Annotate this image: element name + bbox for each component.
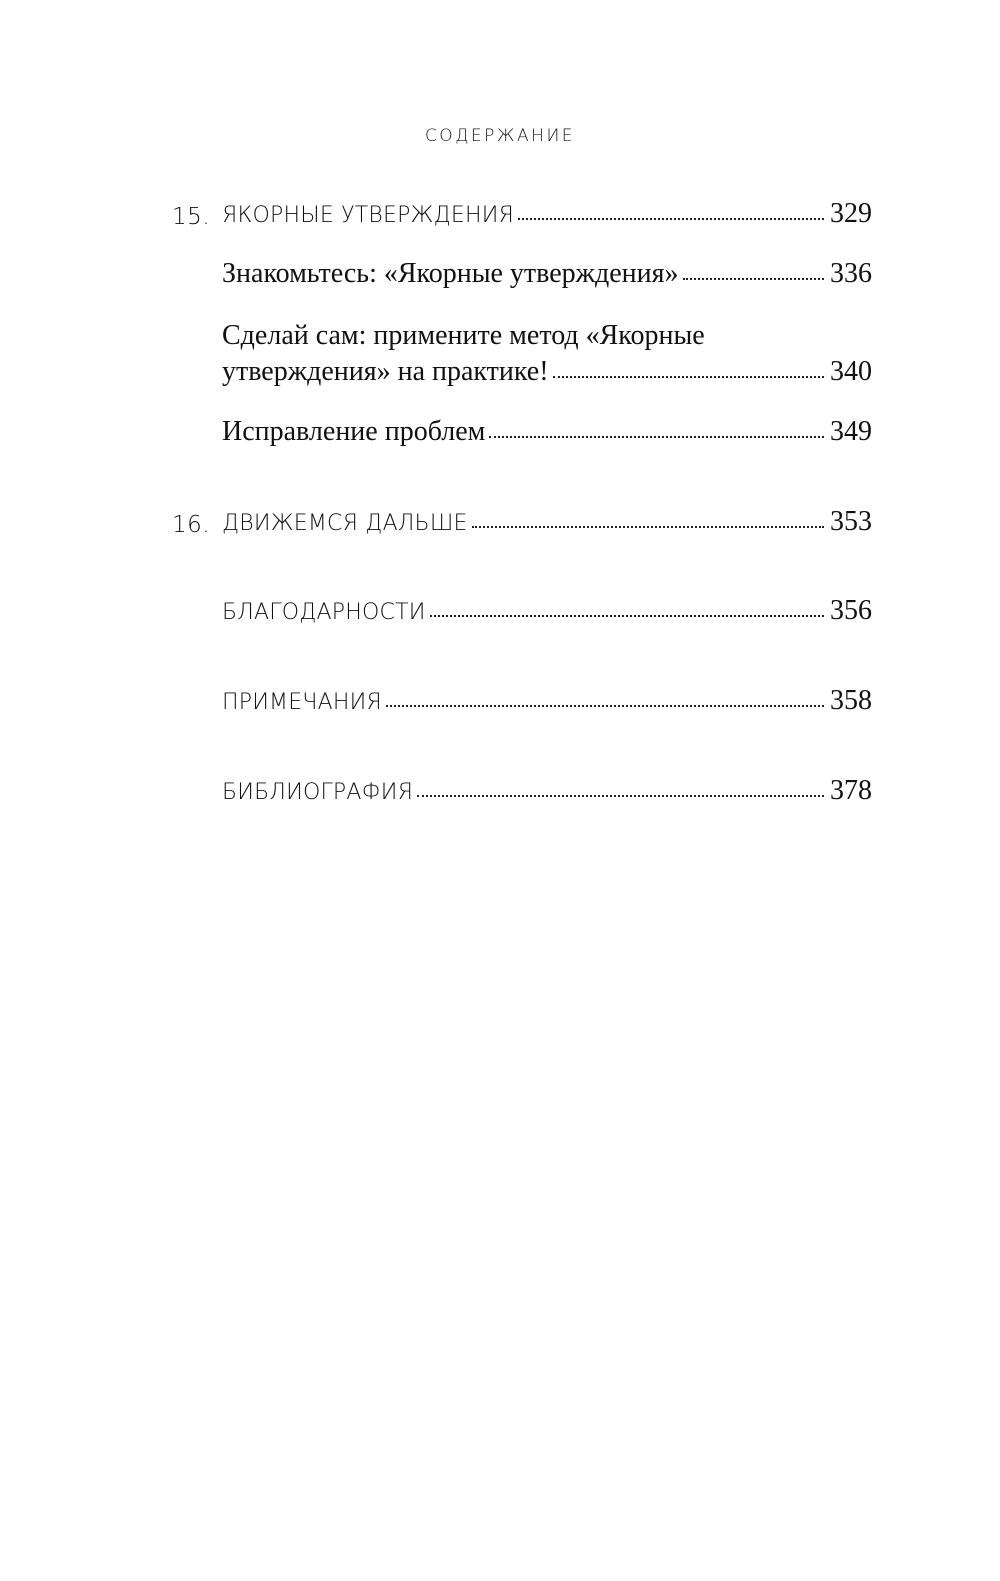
dot-leader: [417, 795, 824, 797]
dot-leader: [430, 615, 824, 617]
page-number: 358: [830, 685, 872, 716]
page-number: 349: [830, 416, 872, 447]
dot-leader: [553, 376, 824, 378]
dot-leader: [472, 526, 824, 528]
entry-title: БЛАГОДАРНОСТИ: [222, 600, 426, 625]
dot-leader: [518, 218, 824, 220]
toc-entry-sdelai-sam[interactable]: [0, 316, 1000, 394]
toc-entry-znakomtes[interactable]: [0, 256, 1000, 296]
dot-leader: [683, 278, 824, 280]
entry-title: ПРИМЕЧАНИЯ: [222, 690, 382, 715]
dot-leader: [489, 436, 824, 438]
toc-entry-primechaniya[interactable]: [0, 683, 1000, 723]
page-number: 340: [830, 356, 872, 387]
page-number: 336: [830, 258, 872, 289]
dot-leader: [386, 705, 824, 707]
chapter-number: 15.: [172, 204, 211, 230]
entry-title-line2: утверждения» на практике!: [222, 356, 549, 387]
chapter-number: 16.: [172, 512, 211, 538]
page-number: 378: [830, 775, 872, 806]
page-title: СОДЕРЖАНИЕ: [424, 126, 576, 146]
page-number: 329: [830, 198, 872, 229]
entry-title: ЯКОРНЫЕ УТВЕРЖДЕНИЯ: [222, 203, 515, 228]
toc-entry-chapter-15[interactable]: [0, 196, 1000, 236]
entry-title: Исправление проблем: [222, 416, 486, 447]
entry-title: Знакомьтесь: «Якорные утверждения»: [222, 258, 679, 289]
entry-title: ДВИЖЕМСЯ ДАЛЬШЕ: [222, 511, 468, 536]
toc-entry-chapter-16[interactable]: [0, 504, 1000, 544]
toc-entry-ispravlenie[interactable]: [0, 414, 1000, 454]
entry-title-line1: Сделай сам: примените метод «Якорные: [222, 320, 705, 351]
toc-entry-blagodarnosti[interactable]: [0, 593, 1000, 633]
page-number: 353: [830, 506, 872, 537]
entry-title: БИБЛИОГРАФИЯ: [222, 780, 414, 805]
page-number: 356: [830, 595, 872, 626]
toc-entry-bibliografiya[interactable]: [0, 773, 1000, 813]
